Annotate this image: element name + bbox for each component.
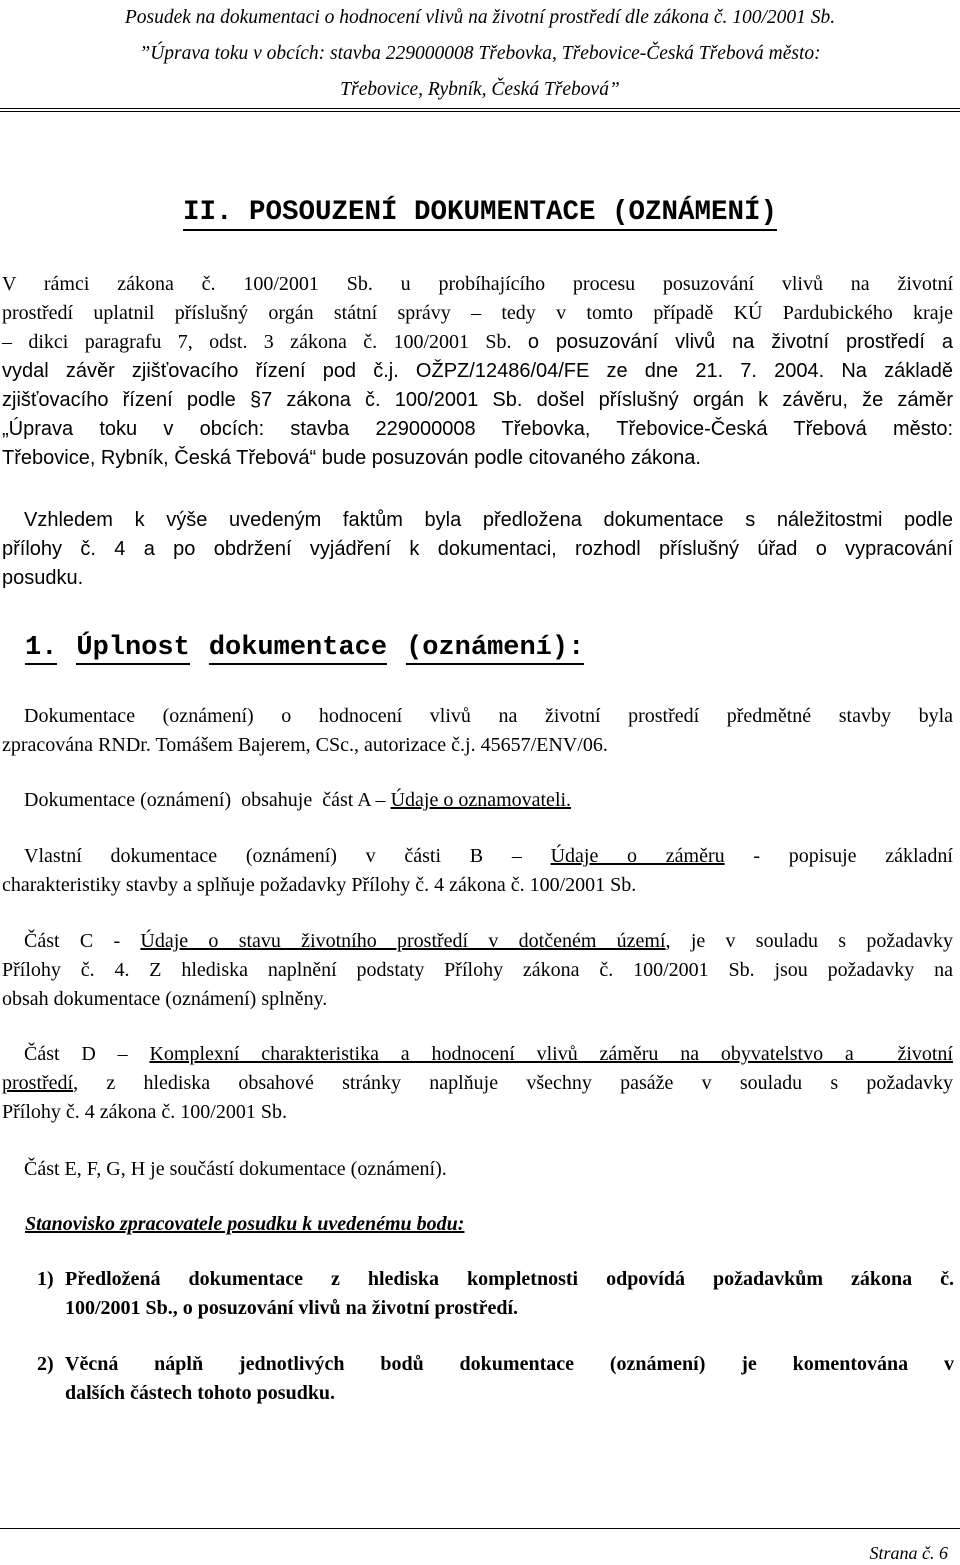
header-line-2: ”Úprava toku v obcích: stavba 229000008 Třebovka, Třebovice-Česká Třebová město: [139,43,821,64]
header-rule [0,108,960,109]
paragraph-cast-b: Vlastní dokumentace (oznámení) v části B – Údaje o záměru - popisuje základní charakteristiky stavby a splňuje požadavky Přílohy č. 4 zákona č. 100/2001 Sb. [2,845,953,896]
header-rule-double [0,111,960,112]
header-line-1: Posudek na dokumentaci o hodnocení vlivů na životní prostředí dle zákona č. 100/2001 Sb. [124,7,836,28]
list-item: 1) Předložená dokumentace z hlediska kompletnosti odpovídá požadavkům zákona č. 100/2001 Sb., o posuzování vlivů na životní prostředí. [37,1268,954,1319]
header-line-3: Třebovice, Rybník, Česká Třebová” [340,79,620,100]
running-header [0,0,960,108]
intro-paragraph: V rámci zákona č. 100/2001 Sb. u probíhajícího procesu posuzování vlivů na životní prostředí uplatnil příslušný orgán státní správy – tedy v tomto případě KÚ Pardubického kraje – dikci paragrafu 7, odst. 3 zákona č. 100/2001 Sb. o posuzování vlivů na životní prostředí a vydal závěr zjišťovacího řízení pod č.j. OŽPZ/12486/04/FE ze dne 21. 7. 2004. Na základě zjišťovacího řízení podle §7 zákona č. 100/2001 Sb. došel příslušný orgán k závěru, že záměr „Úprava toku v obcích: stavba 229000008 Třebovka, Třebovice-Česká Třebová město: Třebovice, Rybník, Česká Třebová“ bude posuzován podle citovaného zákona. [2,273,953,469]
paragraph-cast-efgh: Část E, F, G, H je součástí dokumentace (oznámení). [24,1158,447,1180]
list-item: 2) Věcná náplň jednotlivých bodů dokumentace (oznámení) je komentována v dalších částech tohoto posudku. [37,1353,954,1404]
paragraph-cast-a: Dokumentace (oznámení) obsahuje část A – Údaje o oznamovateli. [24,789,572,811]
paragraph-cast-c: Část C - Údaje o stavu životního prostředí v dotčeném území, je v souladu s požadavky Přílohy č. 4. Z hlediska naplnění podstaty Přílohy zákona č. 100/2001 Sb. jsou požadavky na obsah dokumentace (oznámení) splněny. [2,930,953,1010]
footer-rule [0,1528,960,1529]
paragraph-dokumentace-zpracovana: Dokumentace (oznámení) o hodnocení vlivů na životní prostředí předmětné stavby byla zpracována RNDr. Tomášem Bajerem, CSc., autorizace č.j. 45657/ENV/06. [2,705,953,756]
page-number: Strana č. 6 [869,1543,948,1563]
section-title: II. POSOUZENÍ DOKUMENTACE (OZNÁMENÍ) [0,195,960,231]
subsection-title: 1. Úplnost dokumentace (oznámení): [25,633,585,663]
stanovisko-title: Stanovisko zpracovatele posudku k uvedenému bodu: [25,1213,465,1235]
paragraph-vzhledem: Vzhledem k výše uvedeným faktům byla předložena dokumentace s náležitostmi podle přílohy č. 4 a po obdržení vyjádření k dokumentaci, rozhodl příslušný úřad o vypracování posudku. [2,509,953,589]
paragraph-cast-d: Část D – Komplexní charakteristika a hodnocení vlivů záměru na obyvatelstvo a životní prostředí, z hlediska obsahové stránky naplňuje všechny pasáže v souladu s požadavky Přílohy č. 4 zákona č. 100/2001 Sb. [2,1043,953,1123]
